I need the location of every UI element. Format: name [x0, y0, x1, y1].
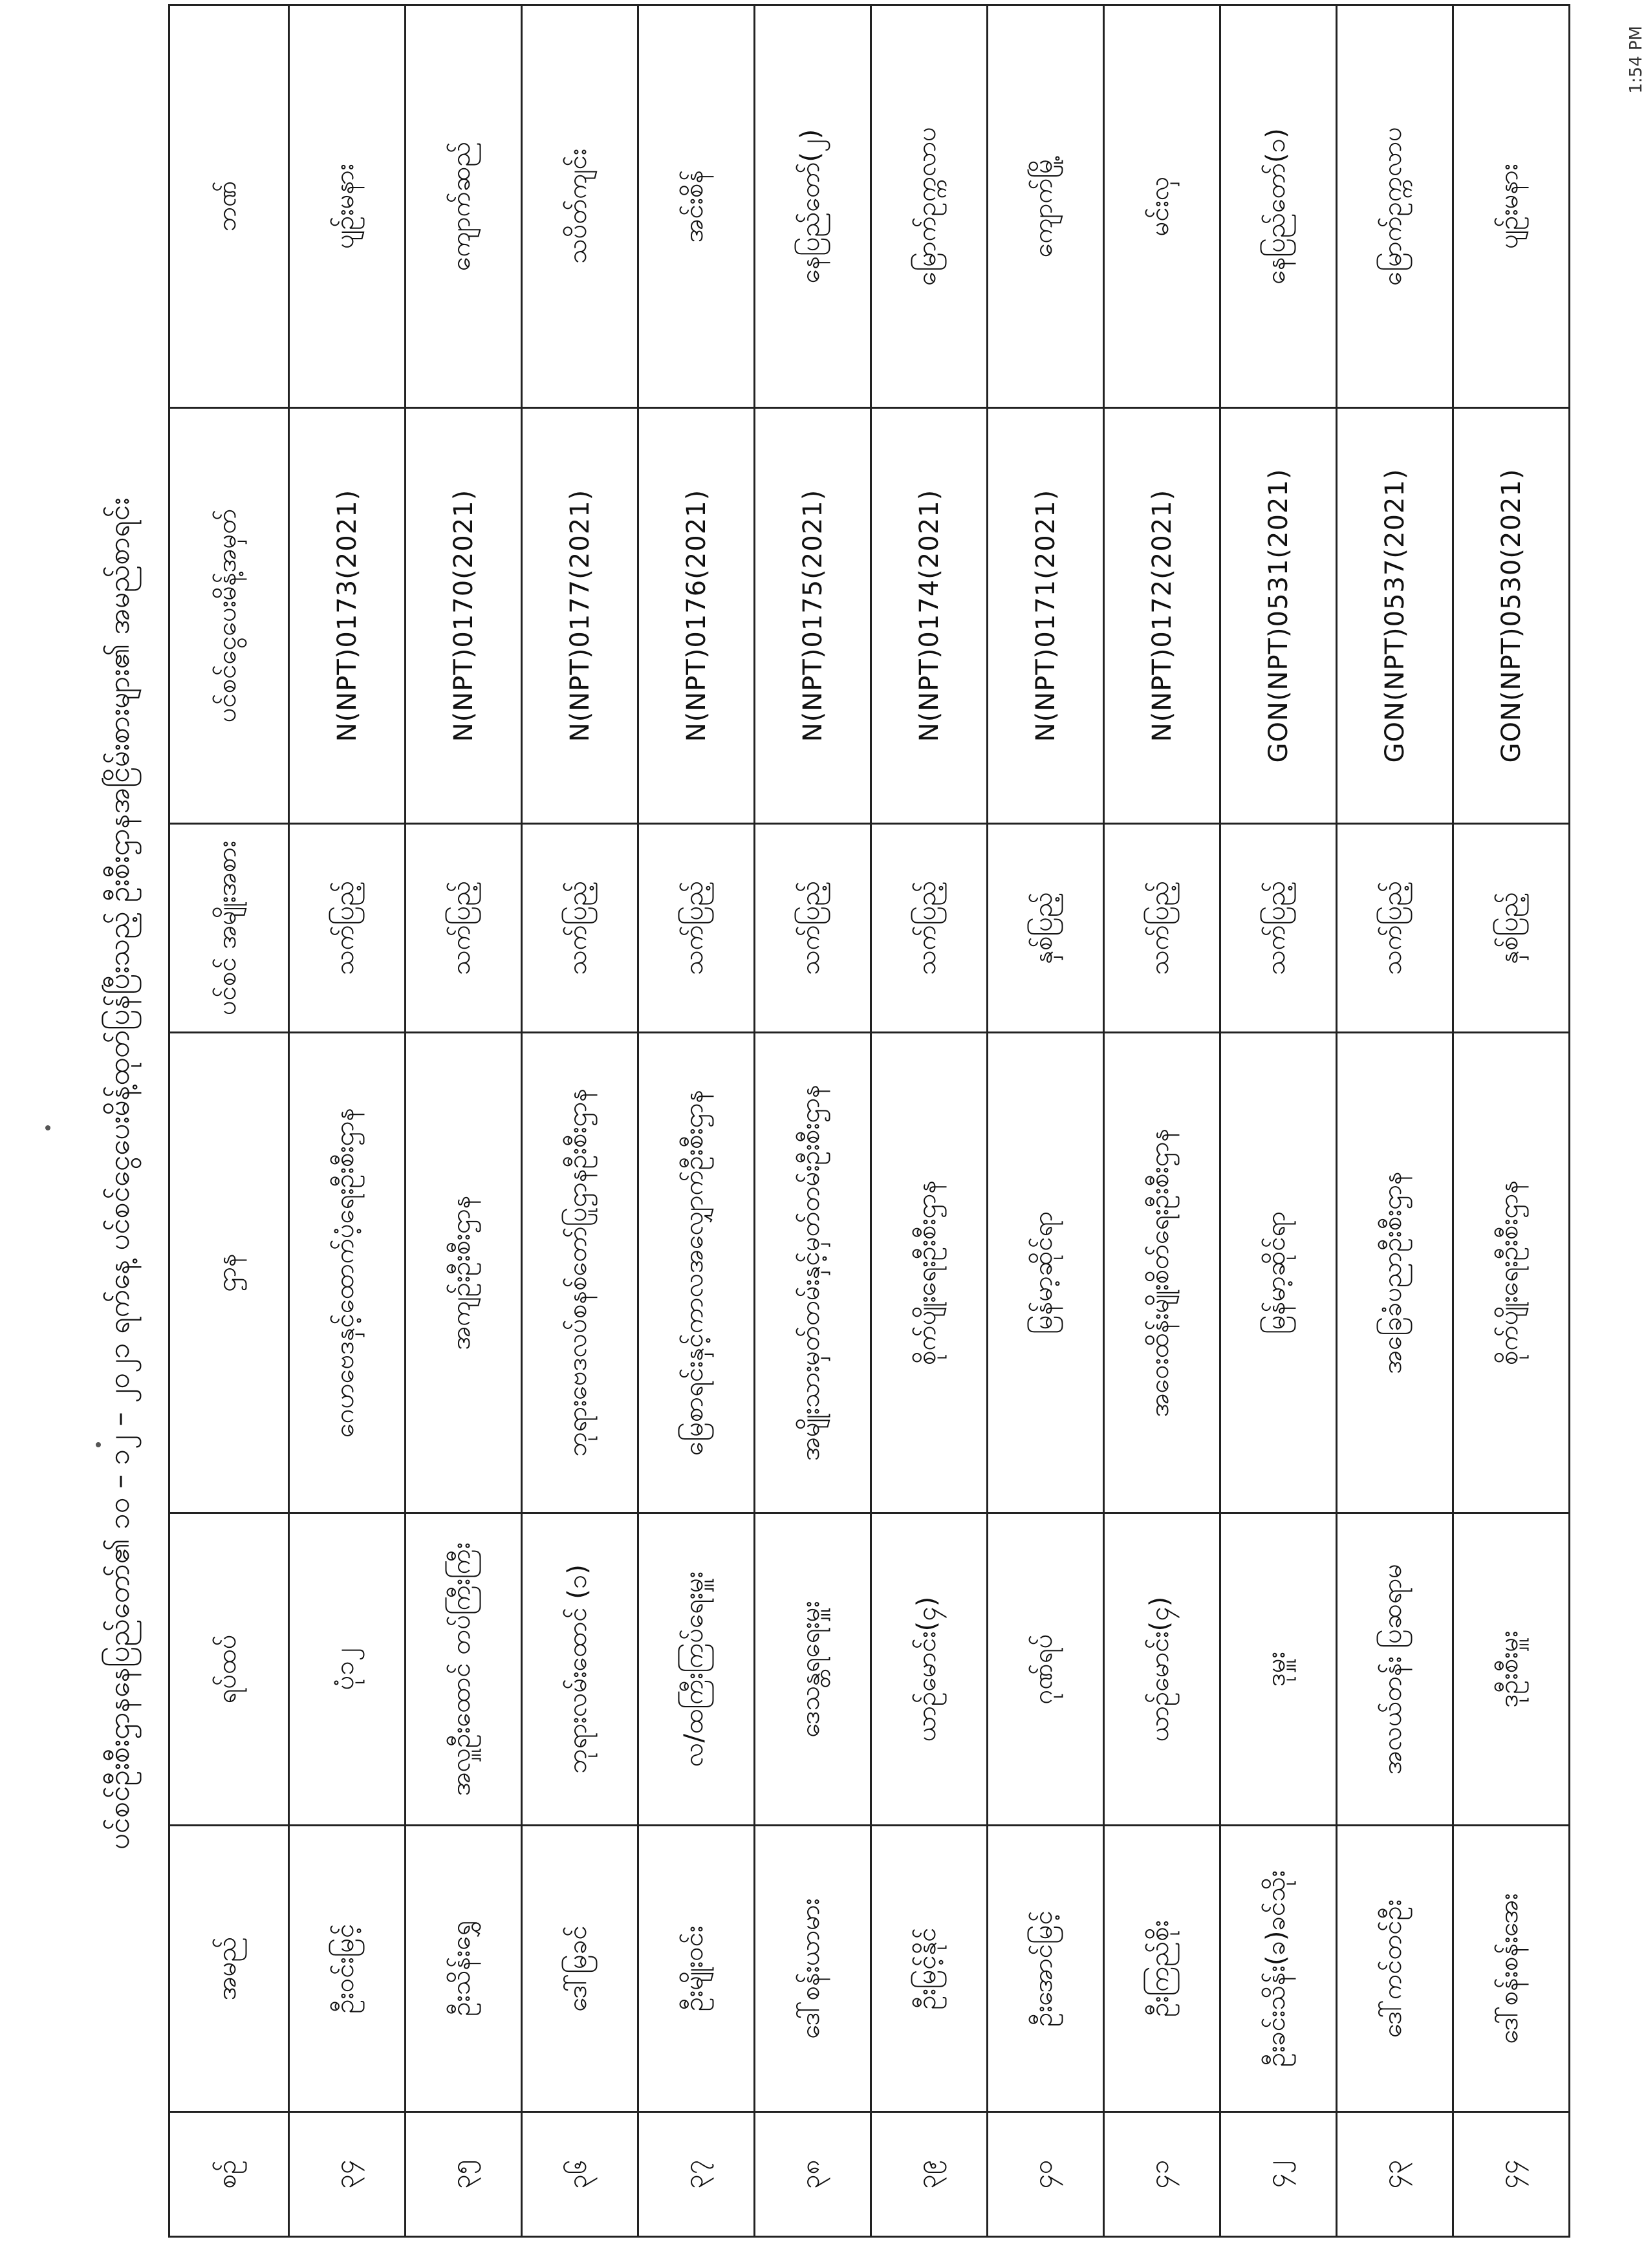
- cell-village: အလှူဦးထောင် တပ်ကြီးကြီး: [406, 1513, 522, 1826]
- table-row: [988, 5, 1104, 2237]
- table-row: [1104, 5, 1220, 2237]
- cell-order-no: N(NPT)0176(2021): [638, 408, 755, 824]
- cell-village: ဂုဏ်ရပ်: [988, 1513, 1104, 1826]
- cell-pension-type: သက်ပြည့်: [871, 824, 988, 1033]
- cell-name: ဦးသိန်းရွှေ: [406, 1826, 522, 2112]
- cell-office: အခြေခံပညာဦးစီးဌာန: [1337, 1033, 1453, 1513]
- table-row: [1453, 5, 1570, 2237]
- cell-region: အင်းစိန်: [638, 5, 755, 408]
- cell-no: ၃၇: [638, 2112, 755, 2237]
- cell-no: ၃၈: [755, 2112, 871, 2237]
- cell-pension-type: နှစ်ပြည့်: [988, 824, 1104, 1033]
- cell-order-no: N(NPT)0177(2021): [522, 408, 638, 824]
- cell-order-no: N(NPT)0174(2021): [871, 408, 988, 824]
- cell-name: ဦးဝင်းမြင့်: [289, 1826, 406, 2112]
- cell-pension-type: သက်ပြည့်: [755, 824, 871, 1033]
- cell-village: ဘုရားလမ်းထောင် (၁): [522, 1513, 638, 1826]
- cell-order-no: N(NPT)0173(2021): [289, 408, 406, 824]
- header-village: ရပ်ထပ်: [169, 1513, 289, 1826]
- cell-village: ဒုမှူး: [1220, 1513, 1337, 1826]
- cell-office: အကျဉ်းဦးစီးဌာန: [406, 1033, 522, 1513]
- cell-office: မြန်မာ့ဆိုင်ရာ: [988, 1033, 1104, 1513]
- cell-order-no: GON(NPT)0531(2021): [1220, 408, 1337, 824]
- cell-office: စိုက်ပျိုးရေးဦးစီးဌာန: [1453, 1033, 1570, 1513]
- cell-no: ၃၅: [406, 2112, 522, 2237]
- cell-region: မြောက်ဥက္ကလာပ: [1337, 5, 1453, 408]
- cell-name: ဒေါ်စန်းစန်းအေး: [1453, 1826, 1570, 2112]
- cell-pension-type: သက်ပြည့်: [289, 824, 406, 1033]
- cell-no: ၄၂: [1220, 2112, 1337, 2237]
- cell-name: ဦးခင်းသိန်း(ခ)ခင်သိုး: [1220, 1826, 1337, 2112]
- cell-order-no: N(NPT)0175(2021): [755, 408, 871, 824]
- cell-village: ယာဉ်မောင်း(၄): [1104, 1513, 1220, 1826]
- cell-name: ဦးအောင်မြင့်: [988, 1826, 1104, 2112]
- cell-name: ဦးကြည်စိုး: [1104, 1826, 1220, 2112]
- cell-office: အမျိုးသားမှတ်တမ်းနှင့်မှတ်တမ်းဦးစီးဌာန: [755, 1033, 871, 1513]
- table-row: [1220, 5, 1337, 2237]
- cell-office: စိုက်ပျိုးရေးဦးစီးဌာန: [871, 1033, 988, 1513]
- cell-region: မင်းလှ: [1104, 5, 1220, 408]
- table-row: [522, 5, 638, 2237]
- cell-office: မြန်မာ့ဆိုင်ရာ: [1220, 1033, 1337, 1513]
- pensioner-table: [168, 4, 1570, 2238]
- cell-pension-type: သက်ပြည့်: [1337, 824, 1453, 1033]
- cell-village: ဒုဦးစီးမှူး: [1453, 1513, 1570, 1826]
- cell-region: မြောက်ဥက္ကလာပ: [871, 5, 988, 408]
- table-header-row: [169, 5, 289, 2237]
- table-row: [755, 5, 871, 2237]
- header-name: အမည်: [169, 1826, 289, 2112]
- cell-name: ဦးမြင့်နိုင်: [871, 1826, 988, 2112]
- header-office: ဌာန: [169, 1033, 289, 1513]
- cell-pension-type: သက်ပြည့်: [406, 824, 522, 1033]
- cell-pension-type: နှစ်ပြည့်: [1453, 824, 1570, 1033]
- header-pension-type: ပင်စင် အမျိုးအစား: [169, 824, 289, 1033]
- cell-pension-type: သက်ပြည့်: [1220, 824, 1337, 1033]
- cell-village: ယာဉ်မောင်း(၄): [871, 1513, 988, 1826]
- cell-no: ၄၄: [1453, 2112, 1570, 2237]
- cell-region: သပိတ်ကျင်း: [522, 5, 638, 408]
- cell-order-no: N(NPT)0170(2021): [406, 408, 522, 824]
- cell-name: ဒေါ်ကင်တင်ဦး: [1337, 1826, 1453, 2112]
- cell-region: နေပြည်တော်(၂): [755, 5, 871, 408]
- table-row: [638, 5, 755, 2237]
- scan-dot: [45, 1125, 50, 1130]
- cell-village: လ/ထကြီးကြပ်ရေးမှူး: [638, 1513, 755, 1826]
- table-row: [1337, 5, 1453, 2237]
- table-row: [871, 5, 988, 2237]
- header-no: စဉ်: [169, 2112, 289, 2237]
- cell-village: ဒေသန္တရရေးမှူး: [755, 1513, 871, 1826]
- cell-office: မြေစာရင်းနှင့်ကာလအလျှောက်ဦးစီးဌာန: [638, 1033, 755, 1513]
- cell-order-no: GON(NPT)0537(2021): [1337, 408, 1453, 824]
- cell-no: ၃၉: [871, 2112, 988, 2237]
- cell-no: ၃၆: [522, 2112, 638, 2237]
- cell-region: နေပြည်တော်(၁): [1220, 5, 1337, 408]
- cell-pension-type: သက်ပြည့်: [1104, 824, 1220, 1033]
- cell-pension-type: သက်ပြည့်: [522, 824, 638, 1033]
- header-region: ဘဏ်: [169, 5, 289, 408]
- cell-office: ဘုရားဗေဒလပ်စနစ်တော်ပြုဌာနဦးစီးဌာန: [522, 1033, 638, 1513]
- cell-no: ၃၄: [289, 2112, 406, 2237]
- cell-pension-type: သက်ပြည့်: [638, 824, 755, 1033]
- cell-region: ပျဉ်းမနား: [289, 5, 406, 408]
- table-row: [289, 5, 406, 2237]
- cell-order-no: GON(NPT)0530(2021): [1453, 408, 1570, 824]
- table-row: [406, 5, 522, 2237]
- cell-office: ဂေဟဗေဒနှင့်ထောက်ပံ့ရေးဦးစီးဌာန: [289, 1033, 406, 1513]
- cell-name: ဒေါ်မြခင်: [522, 1826, 638, 2112]
- cell-order-no: N(NPT)0171(2021): [988, 408, 1104, 824]
- cell-name: ဦးမျိုးဝင်း: [638, 1826, 755, 2112]
- cell-no: ၄၀: [988, 2112, 1104, 2237]
- cell-region: ပျဉ်းမနား: [1453, 5, 1570, 408]
- cell-office: အဝေးထိန်းမျိုးစိတ်ရေးဦးစီးဌာန: [1104, 1033, 1220, 1513]
- print-timestamp: 1:54 PM: [1627, 26, 1646, 94]
- cell-village: အလယ်တန်း ပြဆရာမ: [1337, 1513, 1453, 1826]
- cell-village: ပုံ၁၂: [289, 1513, 406, 1826]
- rotated-sheet: [91, 110, 1526, 2238]
- header-order-no: ပင်စင်ငွေပေးမိန့်အမှတ်: [169, 408, 289, 824]
- cell-no: ၄၃: [1337, 2112, 1453, 2237]
- document-title: ပင်စင်ဦးစီးဌာနနေပြည်တော်၏ ၁၀ – ၁၂ – ၂၀၂၁ ရက်နေ့ ပင်စင်ငွေပေးမိန့်ထုတ်ပြန်ပြီးသည့် ဦးစီးဌာနအငြိမ်းစားများ၏ အမည်စာရင်း: [103, 497, 136, 1850]
- cell-order-no: N(NPT)0172(2021): [1104, 408, 1220, 824]
- cell-region: ကျောက်ဆည်: [406, 5, 522, 408]
- cell-name: ဒေါ်စန်းယာမား: [755, 1826, 871, 2112]
- cell-no: ၄၁: [1104, 2112, 1220, 2237]
- cell-region: ကျောက်မြို့: [988, 5, 1104, 408]
